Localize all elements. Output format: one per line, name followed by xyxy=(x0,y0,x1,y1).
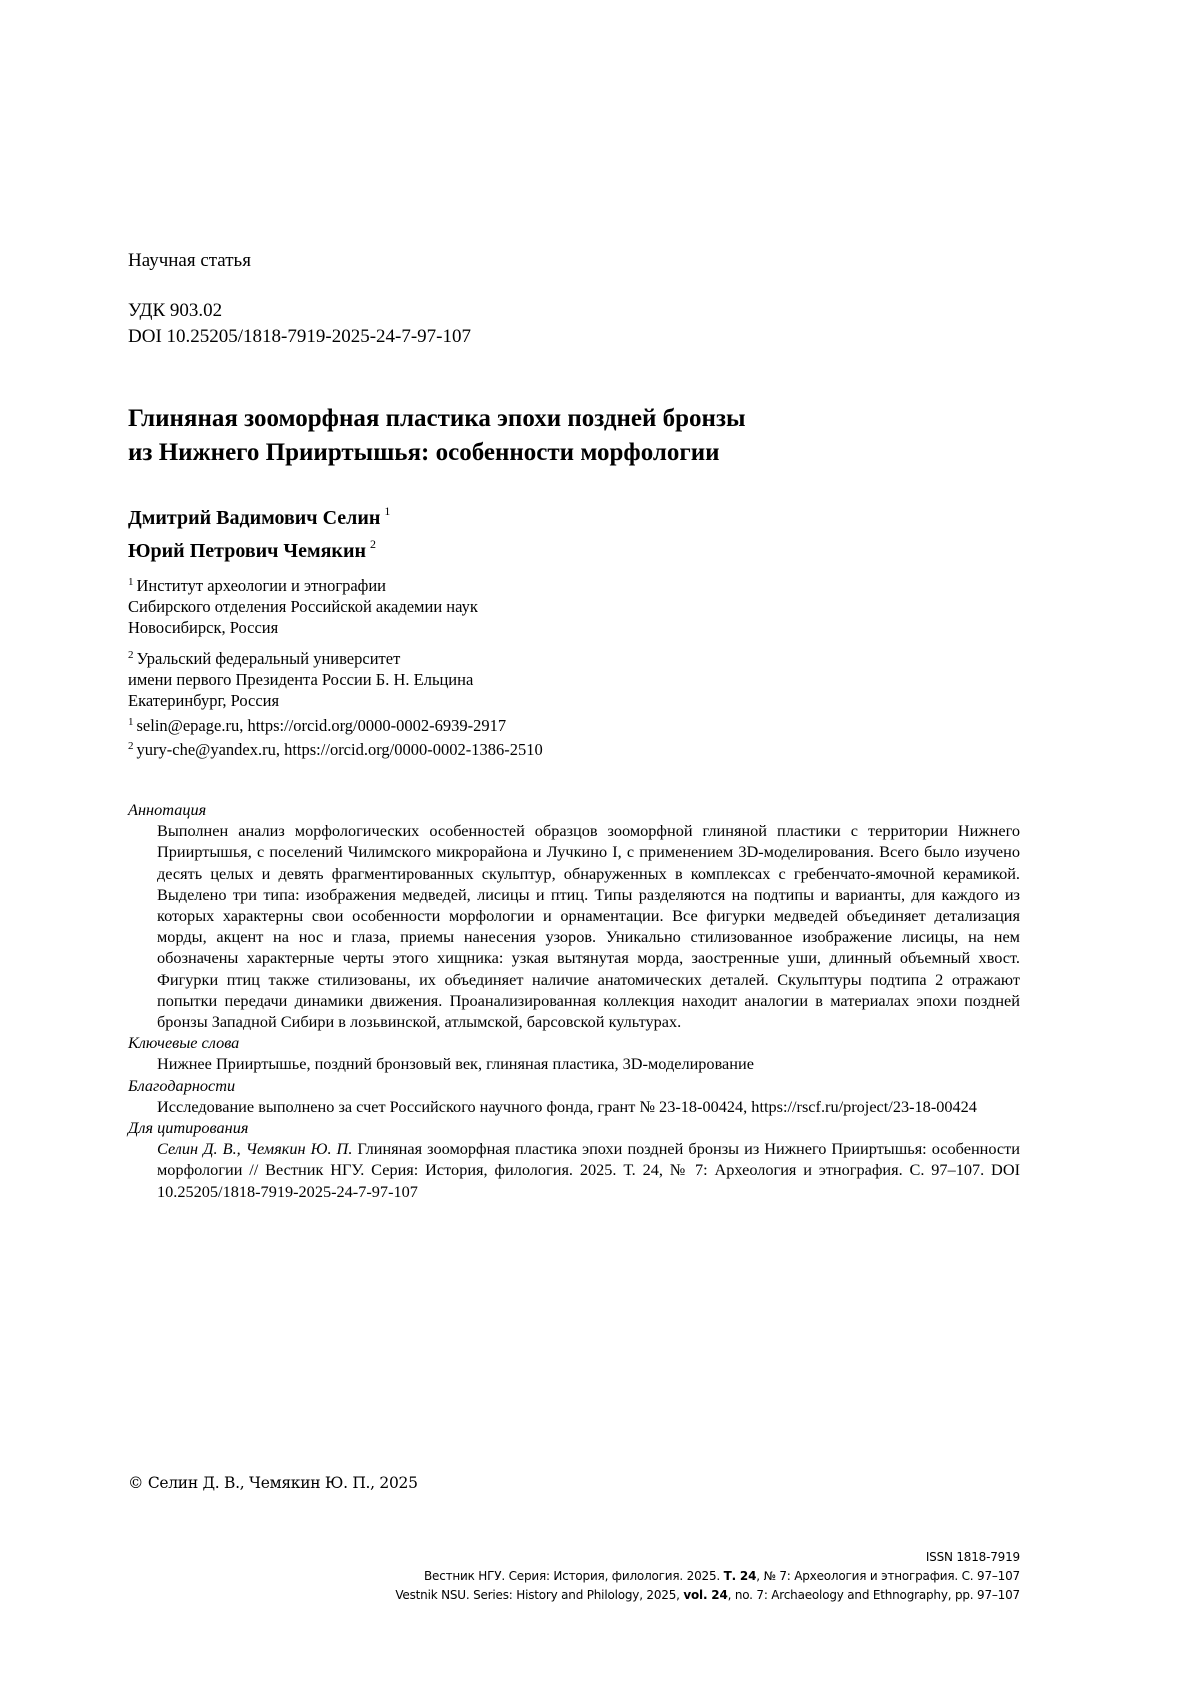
footer-ru-prefix: Вестник НГУ. Серия: История, филология. 2025. xyxy=(423,1569,724,1583)
acknowledgements-label: Благодарности xyxy=(128,1075,236,1095)
author-2-sup: 2 xyxy=(370,537,376,551)
abstract-label: Аннотация xyxy=(128,800,207,819)
contact-1-sup: 1 xyxy=(128,716,134,728)
affiliations-block xyxy=(128,572,478,718)
affiliation-1 xyxy=(128,572,478,638)
citation-authors: Селин Д. В., Чемякин Ю. П. xyxy=(157,1139,353,1159)
affiliation-2-line2: имени первого Президента России Б. Н. Ельцина xyxy=(128,670,474,689)
copyright: © Селин Д. В., Чемякин Ю. П., 2025 xyxy=(128,1474,418,1492)
doi: DOI 10.25205/1818-7919-2025-24-7-97-107 xyxy=(128,326,472,347)
affiliation-1-line1: Институт археологии и этнографии xyxy=(136,576,387,595)
title-line-2: из Нижнего Прииртышья: особенности морфологии xyxy=(128,439,720,466)
citation-body: Глиняная зооморфная пластика эпохи поздней бронзы из Нижнего Прииртышья: особенности морфологии // Вестник НГУ. Серия: История, филология. 2025. Т. 24, № 7: Археология и этнография. С. 97–107. DOI 10.25205/1818-7919-2025-24-7-97-107 xyxy=(157,1139,1020,1201)
article-title xyxy=(128,402,1028,470)
contact-2-text[interactable]: yury-che@yandex.ru, https://orcid.org/0000-0002-1386-2510 xyxy=(136,740,543,759)
author-1-name: Дмитрий Вадимович Селин xyxy=(128,507,381,529)
journal-footer xyxy=(395,1548,1020,1605)
contacts-block xyxy=(128,712,543,760)
footer-en-suffix: , no. 7: Archaeology and Ethnography, pp. 97–107 xyxy=(727,1588,1020,1602)
affiliation-1-line3: Новосибирск, Россия xyxy=(128,618,279,637)
author-2 xyxy=(128,531,390,564)
article-type: Научная статья xyxy=(128,250,251,271)
author-2-name: Юрий Петрович Чемякин xyxy=(128,540,366,562)
contact-1 xyxy=(128,712,543,736)
title-line-1: Глиняная зооморфная пластика эпохи поздней бронзы xyxy=(128,405,746,432)
abstract-text: Выполнен анализ морфологических особенностей образцов зооморфной глиняной пластики с территории Нижнего Прииртышья, с поселений Чилимского микрорайона и Лучкино I, с применением 3D-моделирования. Всего было изучено десять целых и девять фрагментированных скульптур, обнаруженных в комплексах с гребенчато-ямочной керамикой. Выделено три типа: изображения медведей, лисицы и птиц. Типы разделяются на подтипы и варианты, для каждого из которых характерны свои особенности морфологии и орнаментации. Все фигурки медведей объединяет детализация морды, акцент на нос и глаза, приемы нанесения узоров. Уникально стилизованное изображение лисицы, на нем обозначены характерные черты этого хищника: узкая вытянутая морда, заостренные уши, длинный объемный хвост. Фигурки птиц также стилизованы, их объединяет наличие анатомических деталей. Скульптуры подтипа 2 отражают попытки передачи динамики движения. Проанализированная коллекция находит аналогии в материалах эпохи поздней бронзы Западной Сибири в лозьвинской, атлымской, барсовской культурах. xyxy=(157,821,1020,1032)
citation-text xyxy=(128,1138,1020,1202)
contact-2-sup: 2 xyxy=(128,740,134,752)
author-1-sup: 1 xyxy=(384,504,391,518)
authors-block xyxy=(128,498,390,564)
keywords-label: Ключевые слова xyxy=(128,1033,240,1053)
author-1 xyxy=(128,498,390,531)
footer-en-volume: vol. 24 xyxy=(683,1588,728,1602)
affiliation-2-sup: 2 xyxy=(128,649,134,661)
citation-label: Для цитирования xyxy=(128,1118,249,1138)
contact-1-text[interactable]: selin@epage.ru, https://orcid.org/0000-0002-6939-2917 xyxy=(136,716,507,735)
keywords-text: Нижнее Прииртышье, поздний бронзовый век, глиняная пластика, 3D-моделирование xyxy=(157,1054,754,1074)
udk-code: УДК 903.02 xyxy=(128,300,223,321)
footer-ru-line xyxy=(395,1567,1020,1586)
footer-en-prefix: Vestnik NSU. Series: History and Philology, 2025, xyxy=(395,1588,684,1602)
affiliation-2 xyxy=(128,645,478,711)
abstract-section xyxy=(128,799,1020,1202)
footer-ru-volume: Т. 24 xyxy=(723,1569,757,1583)
footer-en-line xyxy=(395,1586,1020,1605)
affiliation-1-sup: 1 xyxy=(128,576,134,588)
footer-issn: ISSN 1818-7919 xyxy=(925,1550,1020,1564)
contact-2 xyxy=(128,736,543,760)
affiliation-2-line3: Екатеринбург, Россия xyxy=(128,691,280,710)
affiliation-1-line2: Сибирского отделения Российской академии наук xyxy=(128,597,478,616)
affiliation-2-line1: Уральский федеральный университет xyxy=(136,649,401,668)
acknowledgements-text: Исследование выполнено за счет Российского научного фонда, грант № 23-18-00424, https://rscf.ru/project/23-18-00424 xyxy=(157,1096,977,1116)
footer-ru-suffix: , № 7: Археология и этнография. С. 97–107 xyxy=(756,1569,1020,1583)
